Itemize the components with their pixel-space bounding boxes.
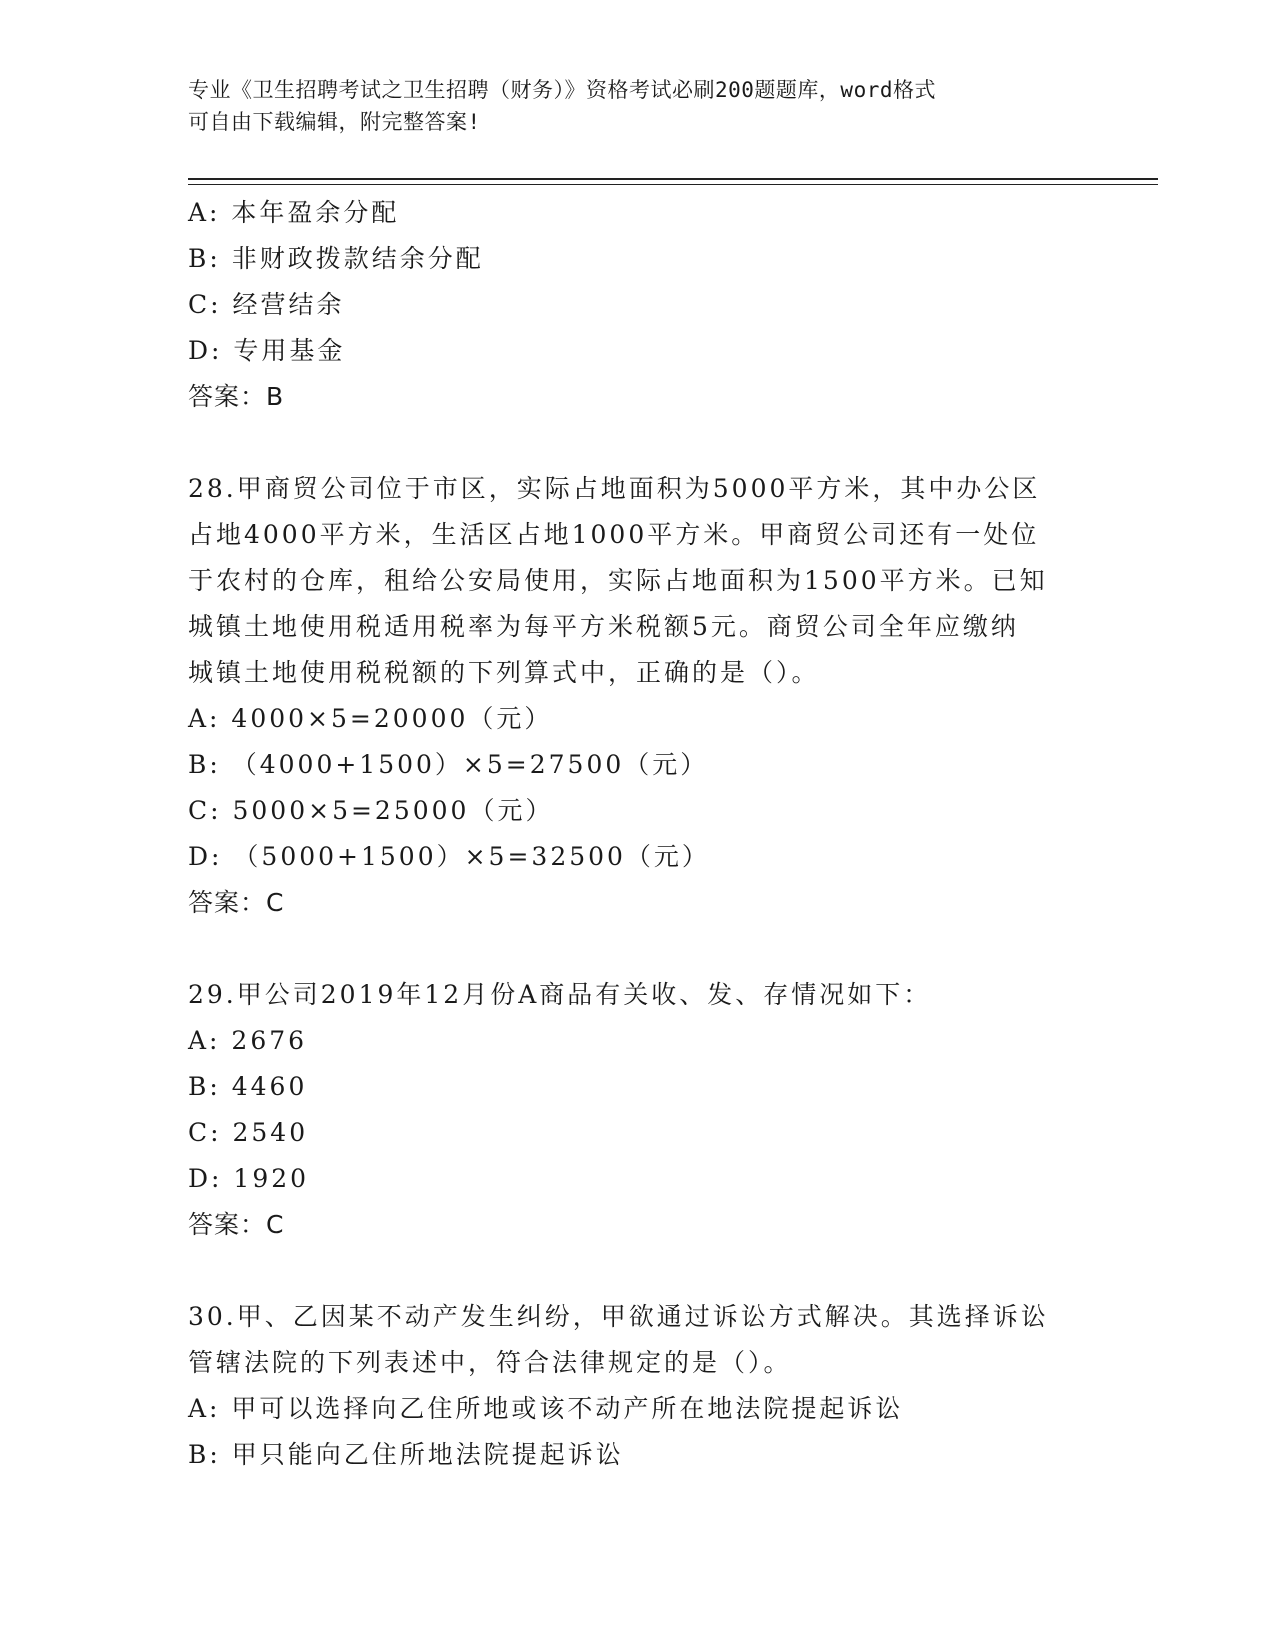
question-27 — [188, 190, 1088, 420]
question-text-line: 占地4000平方米，生活区占地1000平方米。甲商贸公司还有一处位 — [188, 520, 1040, 549]
header-line-1: 专业《卫生招聘考试之卫生招聘（财务）》资格考试必刷200题题库，word格式 — [188, 78, 936, 102]
spacer — [188, 420, 1088, 466]
option-a: A: 甲可以选择向乙住所地或该不动产所在地法院提起诉讼 — [188, 1394, 904, 1423]
option-b: B: 甲只能向乙住所地法院提起诉讼 — [188, 1440, 624, 1469]
header-divider-thin — [188, 184, 1158, 185]
header-divider-thick — [188, 178, 1158, 180]
question-text-line: 管辖法院的下列表述中，符合法律规定的是（）。 — [188, 1348, 792, 1377]
option-a: A: 2676 — [188, 1026, 308, 1055]
spacer — [188, 1248, 1088, 1294]
question-29 — [188, 972, 1088, 1248]
header-line-2: 可自由下载编辑，附完整答案! — [188, 110, 481, 134]
option-b: B: （4000+1500）×5=27500（元） — [188, 750, 709, 779]
option-b: B: 4460 — [188, 1072, 308, 1101]
option-d: D: （5000+1500）×5=32500（元） — [188, 842, 710, 871]
option-a: A: 本年盈余分配 — [188, 198, 400, 227]
question-text-line: 28.甲商贸公司位于市区，实际占地面积为5000平方米，其中办公区 — [188, 474, 1041, 503]
question-text-line: 29.甲公司2019年12月份A商品有关收、发、存情况如下： — [188, 980, 932, 1009]
option-d: D: 专用基金 — [188, 336, 346, 365]
question-list — [188, 190, 1088, 1478]
question-28 — [188, 466, 1088, 926]
question-text-line: 于农村的仓库，租给公安局使用，实际占地面积为1500平方米。已知 — [188, 566, 1048, 595]
document-header — [188, 74, 1088, 138]
option-c: C: 5000×5=25000（元） — [188, 796, 554, 825]
spacer — [188, 926, 1088, 972]
option-d: D: 1920 — [188, 1164, 310, 1193]
option-c: C: 2540 — [188, 1118, 309, 1147]
answer-line: 答案：C — [188, 888, 285, 917]
answer-line: 答案：C — [188, 1210, 285, 1239]
option-c: C: 经营结余 — [188, 290, 345, 319]
question-text-line: 城镇土地使用税适用税率为每平方米税额5元。商贸公司全年应缴纳 — [188, 612, 1019, 641]
answer-line: 答案：B — [188, 382, 285, 411]
option-b: B: 非财政拨款结余分配 — [188, 244, 484, 273]
question-text-line: 30.甲、乙因某不动产发生纠纷，甲欲通过诉讼方式解决。其选择诉讼 — [188, 1302, 1049, 1331]
question-30 — [188, 1294, 1088, 1478]
option-a: A: 4000×5=20000（元） — [188, 704, 553, 733]
question-text-line: 城镇土地使用税税额的下列算式中，正确的是（）。 — [188, 658, 820, 687]
